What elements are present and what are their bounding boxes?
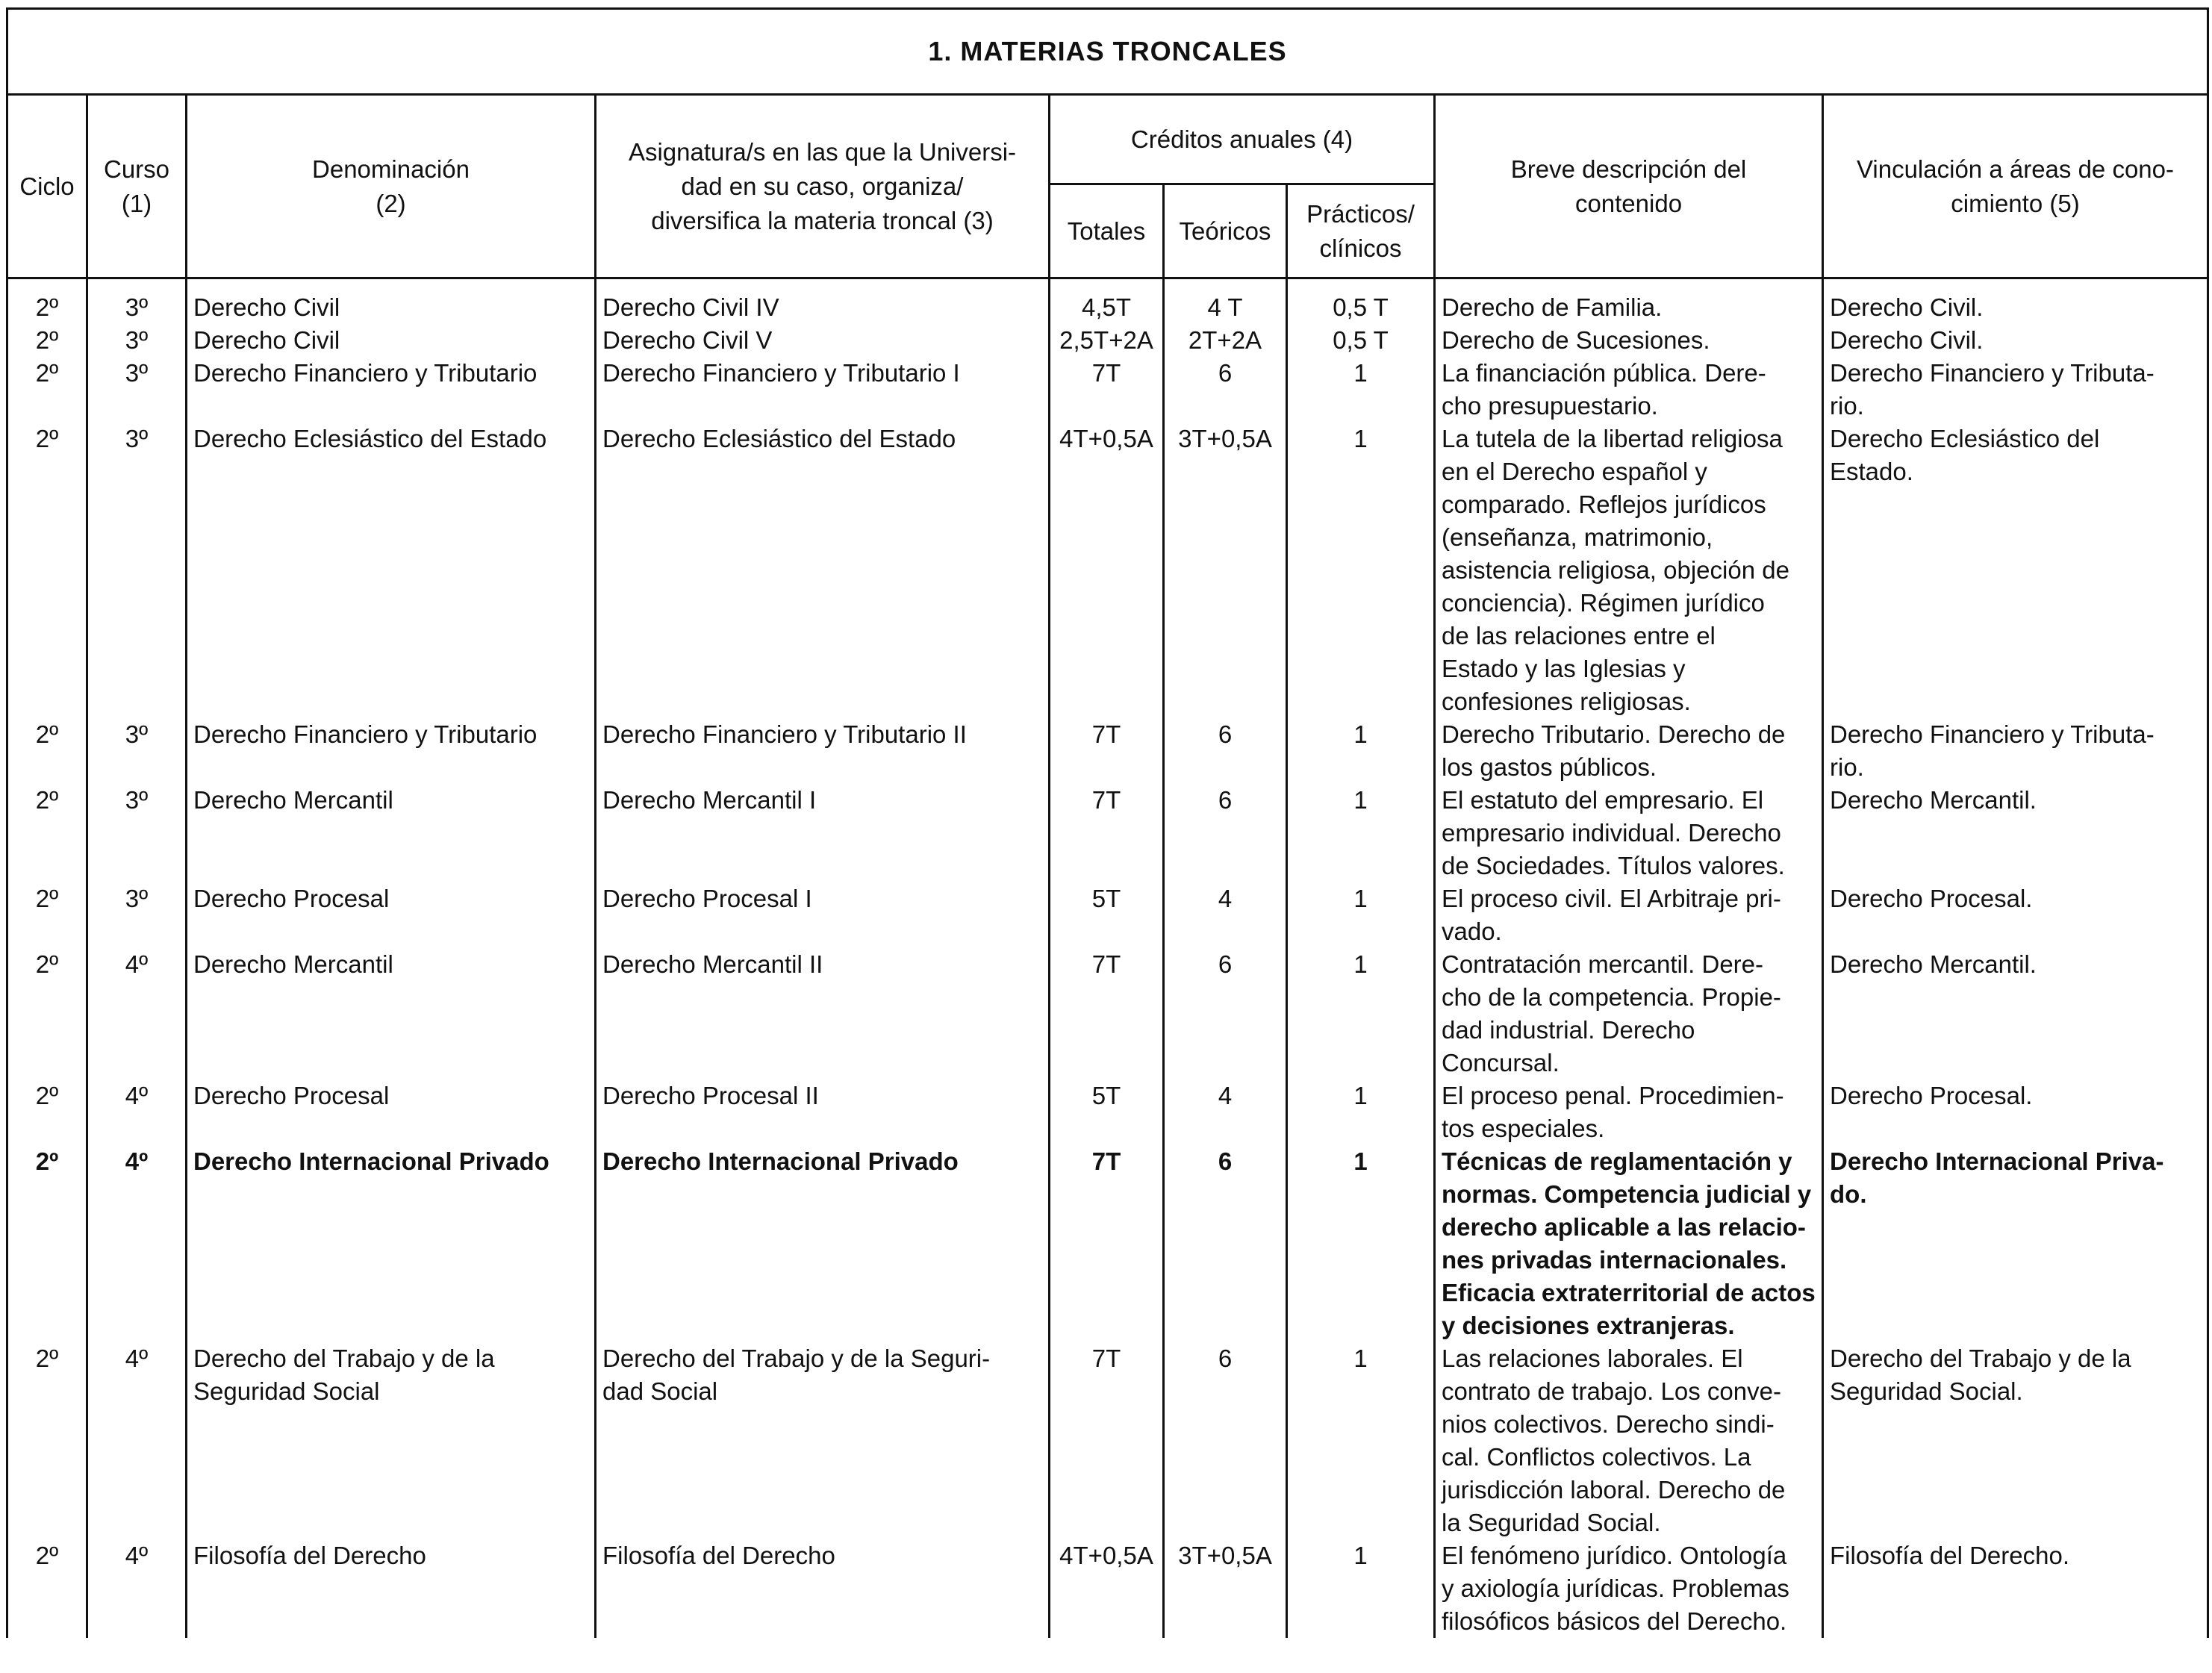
cell-descripcion: El proceso penal. Procedimien- tos especiales. [1435, 1079, 1823, 1145]
cell-denominacion: Derecho Internacional Privado [187, 1145, 596, 1342]
cell-ciclo: 2º [7, 1079, 87, 1145]
cell-totales: 7T [1050, 718, 1164, 784]
table-row [7, 718, 2208, 784]
cell-totales: 2,5T+2A [1050, 324, 1164, 357]
cell-ciclo: 2º [7, 1342, 87, 1539]
cell-descripcion: Técnicas de reglamentación y normas. Competencia judicial y derecho aplicable a las relacio- nes privadas internacionales. Eficacia extraterritorial de actos y decisiones extranjeras. [1435, 1145, 1823, 1342]
table-title: 1. MATERIAS TRONCALES [7, 9, 2208, 95]
cell-ciclo: 2º [7, 784, 87, 882]
cell-curso: 3º [87, 718, 187, 784]
cell-ciclo: 2º [7, 882, 87, 948]
cell-denominacion: Derecho del Trabajo y de la Seguridad Social [187, 1342, 596, 1539]
table-row [7, 784, 2208, 882]
cell-totales: 5T [1050, 1079, 1164, 1145]
cell-teoricos: 6 [1164, 1145, 1287, 1342]
cell-denominacion: Derecho Mercantil [187, 784, 596, 882]
table-body [7, 278, 2208, 1639]
cell-teoricos: 3T+0,5A [1164, 1539, 1287, 1638]
cell-ciclo: 2º [7, 324, 87, 357]
cell-teoricos: 6 [1164, 784, 1287, 882]
cell-ciclo: 2º [7, 1539, 87, 1638]
cell-ciclo: 2º [7, 357, 87, 423]
cell-denominacion: Derecho Civil [187, 324, 596, 357]
cell-denominacion: Filosofía del Derecho [187, 1539, 596, 1638]
cell-vinculacion: Derecho del Trabajo y de la Seguridad Social. [1823, 1342, 2208, 1539]
cell-curso: 4º [87, 1539, 187, 1638]
cell-curso: 3º [87, 324, 187, 357]
cell-descripcion: Las relaciones laborales. El contrato de trabajo. Los conve- nios colectivos. Derecho sindi- cal. Conflictos colectivos. La jurisdicción laboral. Derecho de la Seguridad Social. [1435, 1342, 1823, 1539]
materias-troncales-table [6, 7, 2209, 1638]
cell-asignatura: Derecho Mercantil II [596, 948, 1050, 1079]
cell-practicos: 1 [1287, 948, 1435, 1079]
table-row [7, 423, 2208, 718]
cell-totales: 7T [1050, 1145, 1164, 1342]
cell-teoricos: 6 [1164, 718, 1287, 784]
header-totales: Totales [1050, 184, 1164, 278]
header-teoricos: Teóricos [1164, 184, 1287, 278]
cell-descripcion: Derecho de Sucesiones. [1435, 324, 1823, 357]
cell-asignatura: Filosofía del Derecho [596, 1539, 1050, 1638]
cell-practicos: 1 [1287, 1079, 1435, 1145]
cell-teoricos: 4 [1164, 882, 1287, 948]
cell-asignatura: Derecho del Trabajo y de la Seguri- dad Social [596, 1342, 1050, 1539]
cell-ciclo: 2º [7, 423, 87, 718]
table-row [7, 1342, 2208, 1539]
cell-denominacion: Derecho Procesal [187, 882, 596, 948]
cell-ciclo: 2º [7, 718, 87, 784]
cell-asignatura: Derecho Procesal I [596, 882, 1050, 948]
cell-totales: 4T+0,5A [1050, 1539, 1164, 1638]
table-row [7, 324, 2208, 357]
header-descripcion: Breve descripción del contenido [1435, 95, 1823, 278]
cell-asignatura: Derecho Mercantil I [596, 784, 1050, 882]
cell-asignatura: Derecho Procesal II [596, 1079, 1050, 1145]
cell-practicos: 1 [1287, 882, 1435, 948]
cell-descripcion: Contratación mercantil. Dere- cho de la competencia. Propie- dad industrial. Derecho Concursal. [1435, 948, 1823, 1079]
cell-vinculacion: Derecho Civil. [1823, 324, 2208, 357]
cell-teoricos: 4 T [1164, 278, 1287, 325]
cell-descripcion: La financiación pública. Dere- cho presupuestario. [1435, 357, 1823, 423]
cell-practicos: 0,5 T [1287, 324, 1435, 357]
cell-teoricos: 6 [1164, 948, 1287, 1079]
cell-practicos: 1 [1287, 1539, 1435, 1638]
cell-vinculacion: Derecho Financiero y Tributa- rio. [1823, 357, 2208, 423]
table-row [7, 357, 2208, 423]
cell-totales: 7T [1050, 1342, 1164, 1539]
cell-totales: 7T [1050, 357, 1164, 423]
cell-practicos: 1 [1287, 1342, 1435, 1539]
cell-totales: 4,5T [1050, 278, 1164, 325]
cell-curso: 4º [87, 1342, 187, 1539]
cell-asignatura: Derecho Internacional Privado [596, 1145, 1050, 1342]
cell-teoricos: 6 [1164, 357, 1287, 423]
header-asignatura: Asignatura/s en las que la Universi- dad en su caso, organiza/ diversifica la materia troncal (3) [596, 95, 1050, 278]
cell-curso: 4º [87, 948, 187, 1079]
cell-denominacion: Derecho Financiero y Tributario [187, 718, 596, 784]
cell-teoricos: 3T+0,5A [1164, 423, 1287, 718]
cell-practicos: 0,5 T [1287, 278, 1435, 325]
header-ciclo: Ciclo [7, 95, 87, 278]
cell-asignatura: Derecho Financiero y Tributario II [596, 718, 1050, 784]
cell-curso: 3º [87, 278, 187, 325]
cell-practicos: 1 [1287, 1145, 1435, 1342]
cell-totales: 4T+0,5A [1050, 423, 1164, 718]
cell-denominacion: Derecho Eclesiástico del Estado [187, 423, 596, 718]
cell-ciclo: 2º [7, 948, 87, 1079]
header-curso: Curso (1) [87, 95, 187, 278]
cell-descripcion: La tutela de la libertad religiosa en el Derecho español y comparado. Reflejos jurídicos (enseñanza, matrimonio, asistencia religiosa, objeción de conciencia). Régimen jurídico de las relaciones entre el Estado y las Iglesias y confesiones religiosas. [1435, 423, 1823, 718]
cell-vinculacion: Derecho Financiero y Tributa- rio. [1823, 718, 2208, 784]
cell-curso: 3º [87, 882, 187, 948]
cell-asignatura: Derecho Eclesiástico del Estado [596, 423, 1050, 718]
cell-vinculacion: Derecho Mercantil. [1823, 784, 2208, 882]
cell-asignatura: Derecho Civil IV [596, 278, 1050, 325]
cell-practicos: 1 [1287, 357, 1435, 423]
cell-curso: 3º [87, 784, 187, 882]
cell-asignatura: Derecho Financiero y Tributario I [596, 357, 1050, 423]
cell-descripcion: El proceso civil. El Arbitraje pri- vado. [1435, 882, 1823, 948]
cell-descripcion: Derecho de Familia. [1435, 278, 1823, 325]
cell-vinculacion: Filosofía del Derecho. [1823, 1539, 2208, 1638]
cell-practicos: 1 [1287, 718, 1435, 784]
cell-totales: 7T [1050, 784, 1164, 882]
cell-teoricos: 4 [1164, 1079, 1287, 1145]
cell-ciclo: 2º [7, 1145, 87, 1342]
cell-practicos: 1 [1287, 784, 1435, 882]
cell-denominacion: Derecho Mercantil [187, 948, 596, 1079]
cell-vinculacion: Derecho Civil. [1823, 278, 2208, 325]
cell-curso: 3º [87, 357, 187, 423]
cell-teoricos: 6 [1164, 1342, 1287, 1539]
cell-denominacion: Derecho Civil [187, 278, 596, 325]
cell-descripcion: Derecho Tributario. Derecho de los gastos públicos. [1435, 718, 1823, 784]
cell-curso: 4º [87, 1145, 187, 1342]
cell-ciclo: 2º [7, 278, 87, 325]
table-row [7, 1539, 2208, 1638]
cell-vinculacion: Derecho Eclesiástico del Estado. [1823, 423, 2208, 718]
cell-vinculacion: Derecho Internacional Priva- do. [1823, 1145, 2208, 1342]
table-row [7, 1145, 2208, 1342]
table-row [7, 882, 2208, 948]
header-vinculacion: Vinculación a áreas de cono- cimiento (5) [1823, 95, 2208, 278]
cell-teoricos: 2T+2A [1164, 324, 1287, 357]
table-row [7, 948, 2208, 1079]
table-row [7, 1079, 2208, 1145]
cell-vinculacion: Derecho Procesal. [1823, 1079, 2208, 1145]
header-creditos-anuales: Créditos anuales (4) [1050, 95, 1435, 184]
cell-curso: 3º [87, 423, 187, 718]
cell-denominacion: Derecho Financiero y Tributario [187, 357, 596, 423]
cell-practicos: 1 [1287, 423, 1435, 718]
cell-descripcion: El estatuto del empresario. El empresario individual. Derecho de Sociedades. Títulos valores. [1435, 784, 1823, 882]
cell-totales: 5T [1050, 882, 1164, 948]
header-practicos: Prácticos/ clínicos [1287, 184, 1435, 278]
cell-totales: 7T [1050, 948, 1164, 1079]
cell-denominacion: Derecho Procesal [187, 1079, 596, 1145]
cell-curso: 4º [87, 1079, 187, 1145]
cell-descripcion: El fenómeno jurídico. Ontología y axiología jurídicas. Problemas filosóficos básicos del Derecho. [1435, 1539, 1823, 1638]
table-row [7, 278, 2208, 325]
cell-asignatura: Derecho Civil V [596, 324, 1050, 357]
header-denominacion: Denominación (2) [187, 95, 596, 278]
cell-vinculacion: Derecho Mercantil. [1823, 948, 2208, 1079]
cell-vinculacion: Derecho Procesal. [1823, 882, 2208, 948]
